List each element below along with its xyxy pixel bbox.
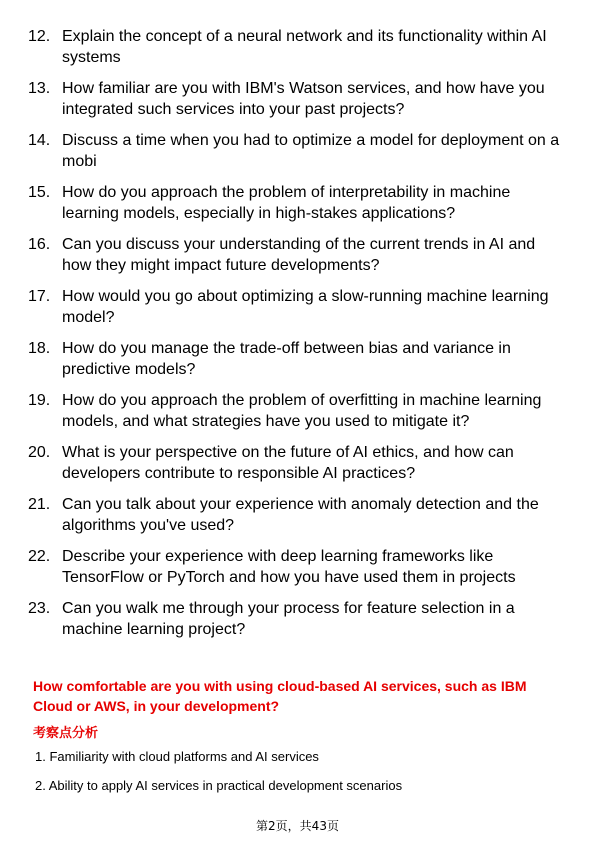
list-item [28,78,568,120]
question-text: Can you discuss your understanding of the current trends in AI and how they might impact future developments? [62,236,536,274]
list-item [28,546,568,588]
question-number: 15. [28,184,51,201]
question-number: 16. [28,236,51,253]
question-number: 23. [28,600,51,617]
question-text: Can you talk about your experience with anomaly detection and the algorithms you've used? [62,496,539,534]
question-text: Explain the concept of a neural network and its functionality within AI systems [62,28,547,66]
question-number: 17. [28,288,51,305]
list-item [28,286,568,328]
question-list [28,26,568,650]
question-text: How would you go about optimizing a slow-running machine learning model? [62,288,549,326]
question-text: Discuss a time when you had to optimize a model for deployment on a mobi [62,132,560,170]
list-item [28,338,568,380]
question-text: Describe your experience with deep learning frameworks like TensorFlow or PyTorch and how you have used them in projects [62,548,516,586]
question-number: 19. [28,392,51,409]
list-item [28,494,568,536]
question-number: 18. [28,340,51,357]
question-text: How do you manage the trade-off between bias and variance in predictive models? [62,340,511,378]
analysis-point: 1. Familiarity with cloud platforms and AI services [35,749,319,764]
question-number: 12. [28,28,51,45]
list-item [28,598,568,640]
question-number: 22. [28,548,51,565]
question-number: 21. [28,496,51,513]
question-text: How do you approach the problem of interpretability in machine learning models, especially in high-stakes applications? [62,184,511,222]
question-text: Can you walk me through your process for feature selection in a machine learning project? [62,600,515,638]
question-text: How do you approach the problem of overfitting in machine learning models, and what strategies have you used to mitigate it? [62,392,542,430]
question-number: 13. [28,80,51,97]
list-item [28,182,568,224]
featured-question: How comfortable are you with using cloud-based AI services, such as IBM Cloud or AWS, in your development? [33,678,527,714]
list-item [28,390,568,432]
question-text: How familiar are you with IBM's Watson services, and how have you integrated such services into your past projects? [62,80,545,118]
question-number: 14. [28,132,51,149]
question-text: What is your perspective on the future of AI ethics, and how can developers contribute to responsible AI practices? [62,444,514,482]
list-item [28,442,568,484]
list-item [28,26,568,68]
analysis-heading: 考察点分析 [33,726,99,741]
question-number: 20. [28,444,51,461]
page-footer: 第2页，共43页 [256,819,339,833]
analysis-point: 2. Ability to apply AI services in practical development scenarios [35,778,403,793]
list-item [28,234,568,276]
list-item [28,130,568,172]
